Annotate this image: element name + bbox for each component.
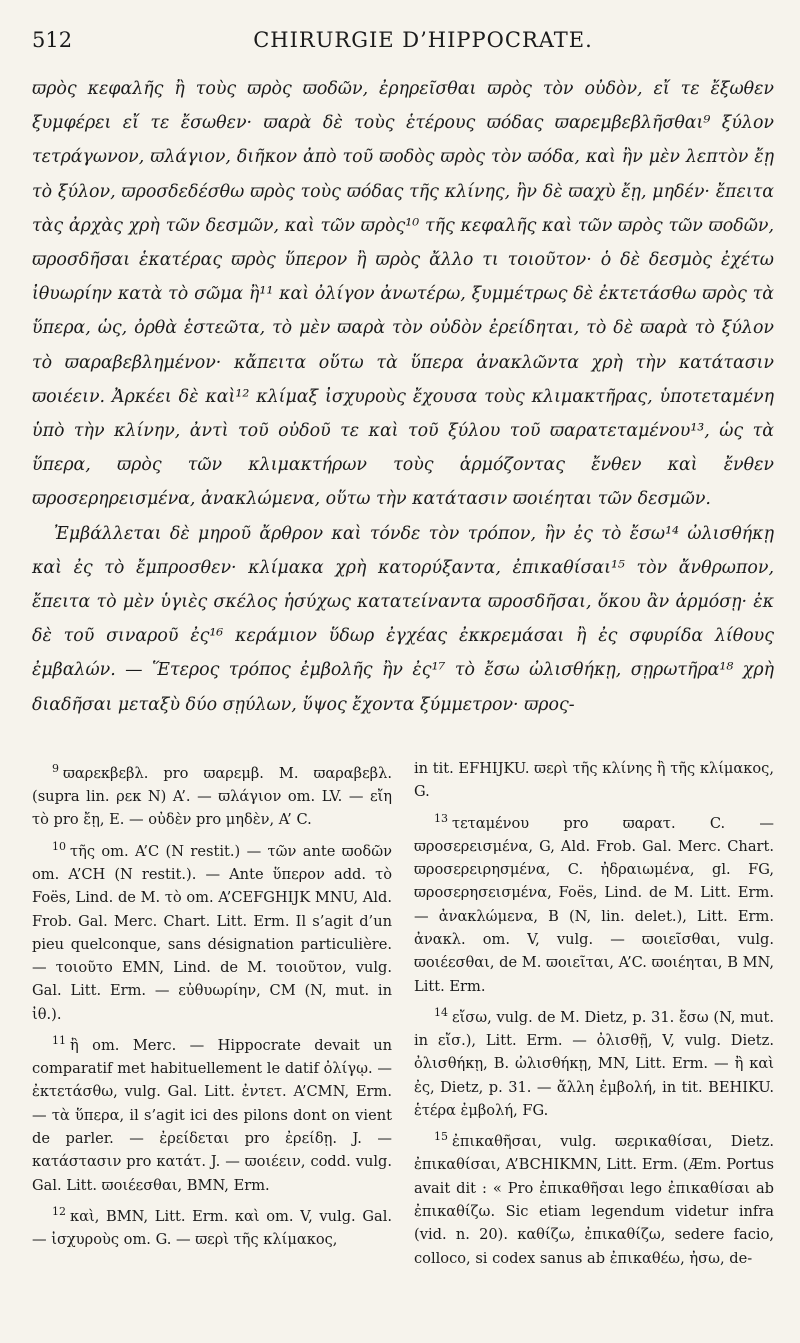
main-paragraph-1: ϖρὸς κεφαλῆς ἢ τοὺς ϖρὸς ϖοδῶν, ἐρηρεῖσθαι ϖρὸς τὸν οὐδὸν, εἴ τε ἔξωθεν ξυμφέρει εἴ τε ἔσωθεν· ϖαρὰ δὲ τοὺς ἑτέρους ϖόδας ϖαρεμβεβλῆσθαι⁹ ξύλον τετράγωνον, ϖλάγιον, διῆκον ἀπὸ τοῦ ϖοδὸς ϖρὸς τὸν ϖόδα, καὶ ἢν μὲν λεπτὸν ἔῃ τὸ ξύλον, ϖροσδεδέσθω ϖρὸς τοὺς ϖόδας τῆς κλίνης, ἢν δὲ ϖαχὺ ἔῃ, μηδέν· ἔπειτα τὰς ἀρχὰς χρὴ τῶν δεσμῶν, καὶ τῶν ϖρὸς¹⁰ τῆς κεφαλῆς καὶ τῶν ϖρὸς τῶν ϖοδῶν, ϖροσδῆσαι ἑκατέρας ϖρὸς ὕπερον ἢ ϖρὸς ἄλλο τι τοιοῦτον· ὁ δὲ δεσμὸς ἐχέτω ἰθυωρίην κατὰ τὸ σῶμα ἢ¹¹ καὶ ὀλίγον ἀνωτέρω, ξυμμέτρως δὲ ἐκτετάσθω ϖρὸς τὰ ὕπερα, ὡς, ὀρθὰ ἑστεῶτα, τὸ μὲν ϖαρὰ τὸν οὐδὸν ἐρείδηται, τὸ δὲ ϖαρὰ τὸ ξύλον τὸ ϖαραβεβλημένον· κἄπειτα οὕτω τὰ ὕπερα ἀνακλῶντα χρὴ τὴν κατάτασιν ϖοιέειν. Ἀρκέει δὲ καὶ¹² κλίμαξ ἰσχυροὺς ἔχουσα τοὺς κλιμακτῆρας, ὑποτεταμένη ὑπὸ τὴν κλίνην, ἀντὶ τοῦ οὐδοῦ τε καὶ τοῦ ξύλου τοῦ ϖαρατεταμένου¹³, ὡς τὰ ὕπερα, ϖρὸς τῶν κλιμακτήρων τοὺς ἁρμόζοντας ἔνθεν καὶ ἔνθεν ϖροσερηρεισμένα, ἀνακλώμενα, οὕτω τὴν κατάτασιν ϖοιέηται τῶν δεσμῶν. bbox=[32, 79, 774, 510]
footnote-number: 9 bbox=[52, 762, 59, 775]
footnote-9 bbox=[32, 757, 392, 832]
footnote-10 bbox=[32, 835, 392, 1026]
footnote-number: 15 bbox=[434, 1130, 448, 1144]
footnote-text: ἐπικαθῆσαι, vulg. ϖερικαθίσαι, Dietz. ἐπικαθίσαι, A’BCHIKMN, Litt. Erm. (Æm. Portus avait dit : « Pro ἐπικαθῆσαι lego ἐπικαθίσαι ab ἐπικαθίζω. Sic etiam legendum videtur infra (vid. n. 20). καθίζω, ἐπικαθίζω, sedere facio, colloco, si codex sanus ab ἐπικαθέω, ἠσω, de- bbox=[414, 1133, 774, 1267]
footnotes-right-column bbox=[414, 757, 774, 1273]
footnote-14 bbox=[414, 1001, 774, 1122]
footnote-text: ἢ om. Merc. — Hippocrate devait un comparatif met habituellement le datif ὀλίγῳ. — ἐκτετάσθω, vulg. Gal. Litt. ἐντετ. A’CMN, Erm. — τὰ ὕπερα, il s’agit ici des pilons dont on vient de parler. — ἐρείδεται pro ἐρείδῃ. J. — κατάστασιν pro κατάτ. J. — ϖοιέειν, codd. vulg. Gal. Litt. ϖοιέεσθαι, BMN, Erm. bbox=[32, 1036, 392, 1194]
footnote-text: τῆς om. A’C (N restit.) — τῶν ante ϖοδῶν om. A’CH (N restit.). — Ante ὕπερον add. τὸ Foës, Lind. de M. τὸ om. A’CEFGHIJK MNU, Ald. Frob. Gal. Merc. Chart. Litt. Erm. Il s’agit d’un pieu quelconque, sans désignation particulière. — τοιοῦτο EMN, Lind. de M. τοιοῦτον, vulg. Gal. Litt. Erm. — εὐθυωρίην, CM (N, mut. in ἰθ.). bbox=[32, 842, 392, 1023]
footnote-text: in tit. EFHIJKU. ϖερὶ τῆς κλίνης ἢ τῆς κλίμακος, G. bbox=[414, 760, 774, 801]
footnote-13 bbox=[414, 807, 774, 998]
footnote-text: εἴσω, vulg. de M. Dietz, p. 31. ἔσω (N, mut. in εἴσ.), Litt. Erm. — ὀλισθῇ, V, vulg. Dietz. ὀλισθήκῃ, B. ὠλισθήκῃ, MN, Litt. Erm. — ἢ καὶ ἐς, Dietz, p. 31. — ἄλλη ἐμβολή, in tit. BEHIKU. ἑτέρα ἐμβολή, FG. bbox=[414, 1008, 774, 1119]
footnote-11 bbox=[32, 1029, 392, 1197]
footnote-text: ϖαρεκβεβλ. pro ϖαρεμβ. M. ϖαραβεβλ. (supra lin. ρεκ N) A’. — ϖλάγιον om. LV. — εἴη τὸ pro ἔῃ, E. — οὐδὲν pro μηδὲν, A’ C. bbox=[32, 764, 392, 829]
footnotes bbox=[32, 757, 774, 1273]
main-text bbox=[32, 72, 774, 722]
footnote-number: 11 bbox=[52, 1033, 66, 1047]
footnote-number: 10 bbox=[52, 839, 66, 853]
footnote-15 bbox=[414, 1125, 774, 1270]
footnote-number: 12 bbox=[52, 1204, 66, 1218]
footnote-12-continued bbox=[414, 757, 774, 804]
page-header bbox=[32, 28, 774, 58]
running-title: CHIRURGIE D’HIPPOCRATE. bbox=[253, 28, 593, 52]
footnote-12 bbox=[32, 1200, 392, 1251]
footnotes-left-column bbox=[32, 757, 392, 1273]
page-number: 512 bbox=[32, 28, 73, 52]
footnote-number: 13 bbox=[434, 811, 448, 825]
main-paragraph-2: Ἐμβάλλεται δὲ μηροῦ ἄρθρον καὶ τόνδε τὸν τρόπον, ἢν ἐς τὸ ἔσω¹⁴ ὠλισθήκῃ καὶ ἐς τὸ ἔμπροσθεν· κλίμακα χρὴ κατορύξαντα, ἐπικαθίσαι¹⁵ τὸν ἄνθρωπον, ἔπειτα τὸ μὲν ὑγιὲς σκέλος ἡσύχως κατατείναντα ϖροσδῆσαι, ὅκου ἂν ἁρμόσῃ· ἐκ δὲ τοῦ σιναροῦ ἐς¹⁶ κεράμιον ὕδωρ ἐγχέας ἐκκρεμάσαι ἢ ἐς σφυρίδα λίθους ἐμβαλών. — Ἕτερος τρόπος ἐμβολῆς ἢν ἐς¹⁷ τὸ ἔσω ὠλισθήκῃ, σῃρωτῆρα¹⁸ χρὴ διαδῆσαι μεταξὺ δύο σῃύλων, ὕψος ἔχοντα ξύμμετρον· ϖρος- bbox=[32, 523, 774, 715]
footnote-text: τεταμένου pro ϖαρατ. C. — ϖροσερεισμένα, G, Ald. Frob. Gal. Merc. Chart. ϖροσερειρησμένα, C. ἠδραιωμένα, gl. FG, ϖροσερησεισμένα, Foës, Lind. de M. Litt. Erm. — ἀνακλώμενα, B (N, lin. delet.), Litt. Erm. ἀνακλ. om. V, vulg. — ϖοιεῖσθαι, vulg. ϖοιέεσθαι, de M. ϖοιεῖται, A’C. ϖοιέηται, B MN, Litt. Erm. bbox=[414, 814, 774, 995]
footnote-number: 14 bbox=[434, 1005, 448, 1019]
footnote-text: καὶ, BMN, Litt. Erm. καὶ om. V, vulg. Gal. — ἰσχυροὺς om. G. — ϖερὶ τῆς κλίμακος, bbox=[32, 1207, 392, 1249]
